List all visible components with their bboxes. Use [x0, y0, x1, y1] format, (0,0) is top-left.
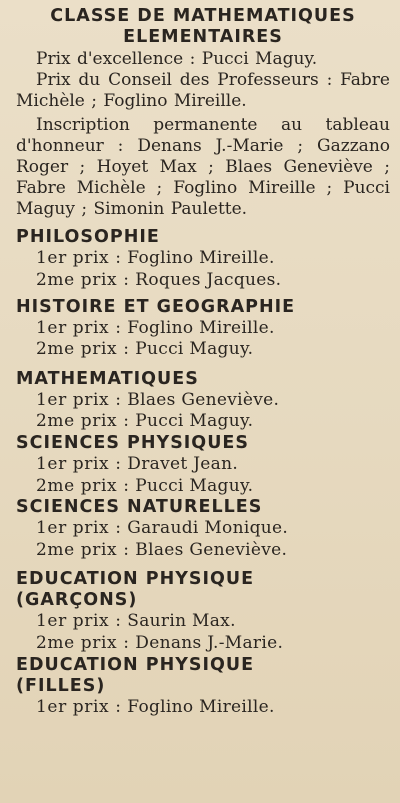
prize-line: [16, 454, 390, 476]
prize-rank: 1er prix :: [36, 453, 122, 474]
prize-winner: Pucci Maguy.: [135, 339, 254, 360]
prize-line: [16, 476, 390, 498]
prize-line: [16, 390, 390, 412]
prize-rank: 2me prix :: [36, 539, 130, 560]
prize-rank: 1er prix :: [36, 518, 122, 539]
prize-rank: 2me prix :: [36, 632, 130, 653]
section-title-line-2: ELEMENTAIRES: [123, 27, 283, 47]
subject-heading-histoire-geographie: HISTOIRE ET GEOGRAPHIE: [16, 296, 296, 317]
prize-rank: 2me prix :: [36, 339, 130, 360]
prize-winner: Garaudi Monique.: [127, 518, 289, 539]
prize-rank: 1er prix :: [36, 389, 122, 410]
prize-winner: Blaes Geneviève.: [127, 389, 280, 410]
subject-heading-education-physique-filles: EDUCATION PHYSIQUE: [16, 654, 255, 675]
prize-winner: Denans J.-Marie.: [135, 632, 284, 653]
prize-line: [16, 270, 390, 292]
award-paragraph-conseil: Prix du Conseil des Professeurs : Fabre Michèle ; Foglino Mireille.: [16, 69, 390, 111]
section-title-line-1: CLASSE DE MATHEMATIQUES: [50, 6, 356, 26]
prize-winner: Pucci Maguy.: [135, 411, 254, 432]
prize-winner: Roques Jacques.: [135, 269, 282, 290]
prize-winner: Blaes Geneviève.: [135, 539, 288, 560]
prize-winner: Foglino Mireille.: [127, 317, 275, 338]
subject-heading-education-physique-garcons: EDUCATION PHYSIQUE: [16, 569, 255, 590]
prize-winner: Dravet Jean.: [127, 453, 239, 474]
prize-rank: 2me prix :: [36, 475, 130, 496]
prize-line: [16, 540, 390, 562]
prize-rank: 1er prix :: [36, 248, 122, 269]
prize-line: [16, 318, 390, 340]
prize-winner: Foglino Mireille.: [127, 248, 275, 269]
prize-rank: 1er prix :: [36, 317, 122, 338]
prize-winner: Saurin Max.: [127, 611, 236, 632]
subject-subheading-garcons: (GARÇONS): [16, 590, 138, 611]
subject-heading-philosophie: PHILOSOPHIE: [16, 227, 160, 248]
prize-rank: 1er prix :: [36, 611, 122, 632]
prize-rank: 2me prix :: [36, 411, 130, 432]
prize-winner: Foglino Mireille.: [127, 696, 275, 717]
prize-line: [16, 518, 390, 540]
subject-heading-mathematiques: MATHEMATIQUES: [16, 368, 199, 389]
prize-line: [16, 633, 390, 655]
subject-heading-sciences-naturelles: SCIENCES NATURELLES: [16, 497, 263, 518]
prize-line: [16, 248, 390, 270]
subject-heading-sciences-physiques: SCIENCES PHYSIQUES: [16, 432, 249, 453]
award-paragraph-honor-roll: Inscription permanente au tableau d'honneur : Denans J.-Marie ; Gazzano Roger ; Hoyet Max ; Blaes Geneviève ; Fabre Michèle ; Foglino Mireille ; Pucci Maguy ; Simonin Paulette.: [16, 115, 390, 219]
prize-line: [16, 411, 390, 433]
prize-winner: Pucci Maguy.: [135, 475, 254, 496]
prize-rank: 2me prix :: [36, 269, 130, 290]
prize-line: [16, 339, 390, 361]
prize-line: [16, 697, 390, 719]
prize-line: [16, 611, 390, 633]
prize-rank: 1er prix :: [36, 696, 122, 717]
subject-subheading-filles: (FILLES): [16, 675, 106, 696]
award-paragraph-excellence: Prix d'excellence : Pucci Maguy.: [36, 49, 318, 69]
